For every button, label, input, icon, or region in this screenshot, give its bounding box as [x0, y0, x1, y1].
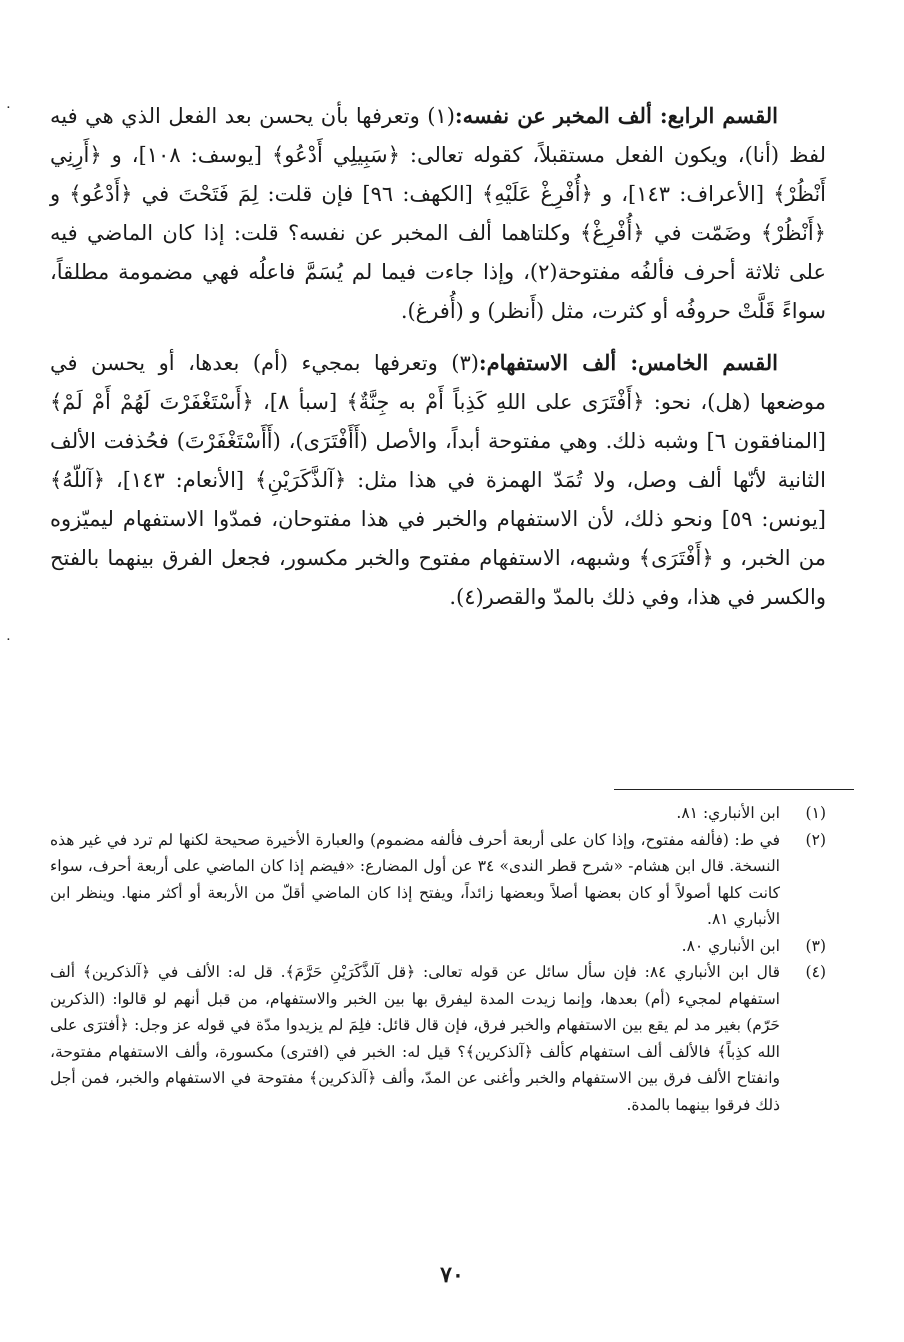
footnotes — [50, 800, 826, 1118]
footnote-item — [50, 933, 826, 960]
section-five-text: (٣) وتعرفها بمجيء (أم) بعدها، أو يحسن في موضعها (هل)، نحو: ﴿أَفْتَرَى على اللهِ كَذِباً أَمْ به جِنَّةٌ﴾ [سبأ ٨]، ﴿أَسْتَغْفَرْتَ لَهُمْ أَمْ لَمْ﴾ [المنافقون ٦] وشبه ذلك. وهي مفتوحة أبداً، والأصل (أَأَفْتَرَى)، (أَأَسْتَغْفَرْتَ) فحُذفت الألف الثانية لأنّها ألف وصل، ولا تُمَدّ الهمزة في هذا مثل: ﴿آلذَّكَرَيْنِ﴾ [الأنعام: ١٤٣]، ﴿آللّهُ﴾ [يونس: ٥٩] ونحو ذلك، لأن الاستفهام والخبر في هذا مفتوحان، فمدّوا الاستفهام ليميّزوه من الخبر، و ﴿أَفْتَرَى﴾ وشبهه، الاستفهام مفتوح والخبر مكسور، فجعل الفرق بينهما بالفتح والكسر في هذا، وفي ذلك بالمدّ والقصر(٤). — [50, 351, 826, 609]
footnote-item — [50, 800, 826, 827]
footnote-item — [50, 959, 826, 1118]
page-body — [50, 96, 826, 617]
footnote-number: (١) — [805, 804, 826, 822]
footnote-number: (٤) — [805, 963, 826, 981]
footnote-text: قال ابن الأنباري ٨٤: فإن سأل سائل عن قوله تعالى: ﴿قل آلذَّكَرَيْنِ حَرَّمَ﴾. قل له: الألف في ﴿آلذكرين﴾ ألف استفهام لمجيء (أم) بعدها، وإنما زيدت المدة ليفرق بها بين الخبر والاستفهام، من قبل أنهم لو قالوا: (الذكرين حَرّم) بغير مد لم يقع بين الاستفهام والخبر فرق، فإن قال قائل: فلِمَ لم يزيدوا مدّة في قوله عز وجل: ﴿أفترَى على الله كذِباً﴾ فالألف ألف استفهام كألف ﴿آلذكرين﴾؟ قيل له: الخبر في (افترى) مكسورة، وألف الاستفهام مفتوحة، وانفتاح الألف فرق بين الاستفهام والخبر وأغنى عن المدّ، وألف ﴿آلذكرين﴾ مفتوحة في الاستفهام والخبر، فمن أجل ذلك فرقوا بينهما بالمدة. — [50, 963, 780, 1114]
paragraph-section-four — [50, 96, 826, 331]
footnote-item — [50, 827, 826, 933]
scan-mark: ⋅ — [6, 100, 11, 116]
section-four-text: (١) وتعرفها بأن يحسن بعد الفعل الذي هي فيه لفظ (أنا)، ويكون الفعل مستقبلاً، كقوله تعالى: ﴿سَبِيلِي أَدْعُو﴾ [يوسف: ١٠٨]، و ﴿أَرِنِي أَنْظُرْ﴾ [الأعراف: ١٤٣]، و ﴿أُفْرِغْ عَلَيْهِ﴾ [الكهف: ٩٦] فإن قلت: لِمَ فَتَحْتَ في ﴿أَدْعُو﴾ و ﴿أَنْظُرْ﴾ وضَمّت في ﴿أُفْرِغْ﴾ وكلتاهما ألف المخبر عن نفسه؟ قلت: إذا كان الماضي فيه على ثلاثة أحرف فألفُه مفتوحة(٢)، وإذا جاءت فيما لم يُسَمَّ فاعلُه فهي مضمومة مطلقاً، سواءً قَلَّتْ حروفُه أو كثرت، مثل (أَنظر) و (أُفرغ). — [50, 104, 827, 323]
footnote-text: ابن الأنباري: ٨١. — [676, 804, 780, 822]
footnote-number: (٣) — [805, 936, 826, 955]
section-four-heading: القسم الرابع: ألف المخبر عن نفسه: — [454, 103, 778, 128]
main-text — [50, 96, 826, 617]
footnote-number: (٢) — [805, 830, 826, 849]
scan-mark: ⋅ — [6, 632, 11, 648]
paragraph-section-five — [50, 343, 826, 617]
section-five-heading: القسم الخامس: ألف الاستفهام: — [478, 350, 778, 375]
footnote-separator — [614, 789, 854, 790]
page-number: ٧٠ — [440, 1262, 464, 1288]
footnote-text: في ط: (فألفه مفتوح، وإذا كان على أربعة أحرف فألفه مضموم) والعبارة الأخيرة صحيحة لكنها لم ترد في غير هذه النسخة. قال ابن هشام- «شرح قطر الندى» ٣٤ عن أول المضارع: «فيضم إذا كان الماضي على أربعة أحرف، سواء كانت كلها أصولاً أو كان بعضها أصلاً وبعضها زائداً، ويفتح إذا كان الماضي أقلّ من الأربعة أو أكثر منها. وينظر ابن الأنباري ٨١. — [50, 830, 780, 928]
footnote-text: ابن الأنباري ٨٠. — [681, 936, 780, 955]
